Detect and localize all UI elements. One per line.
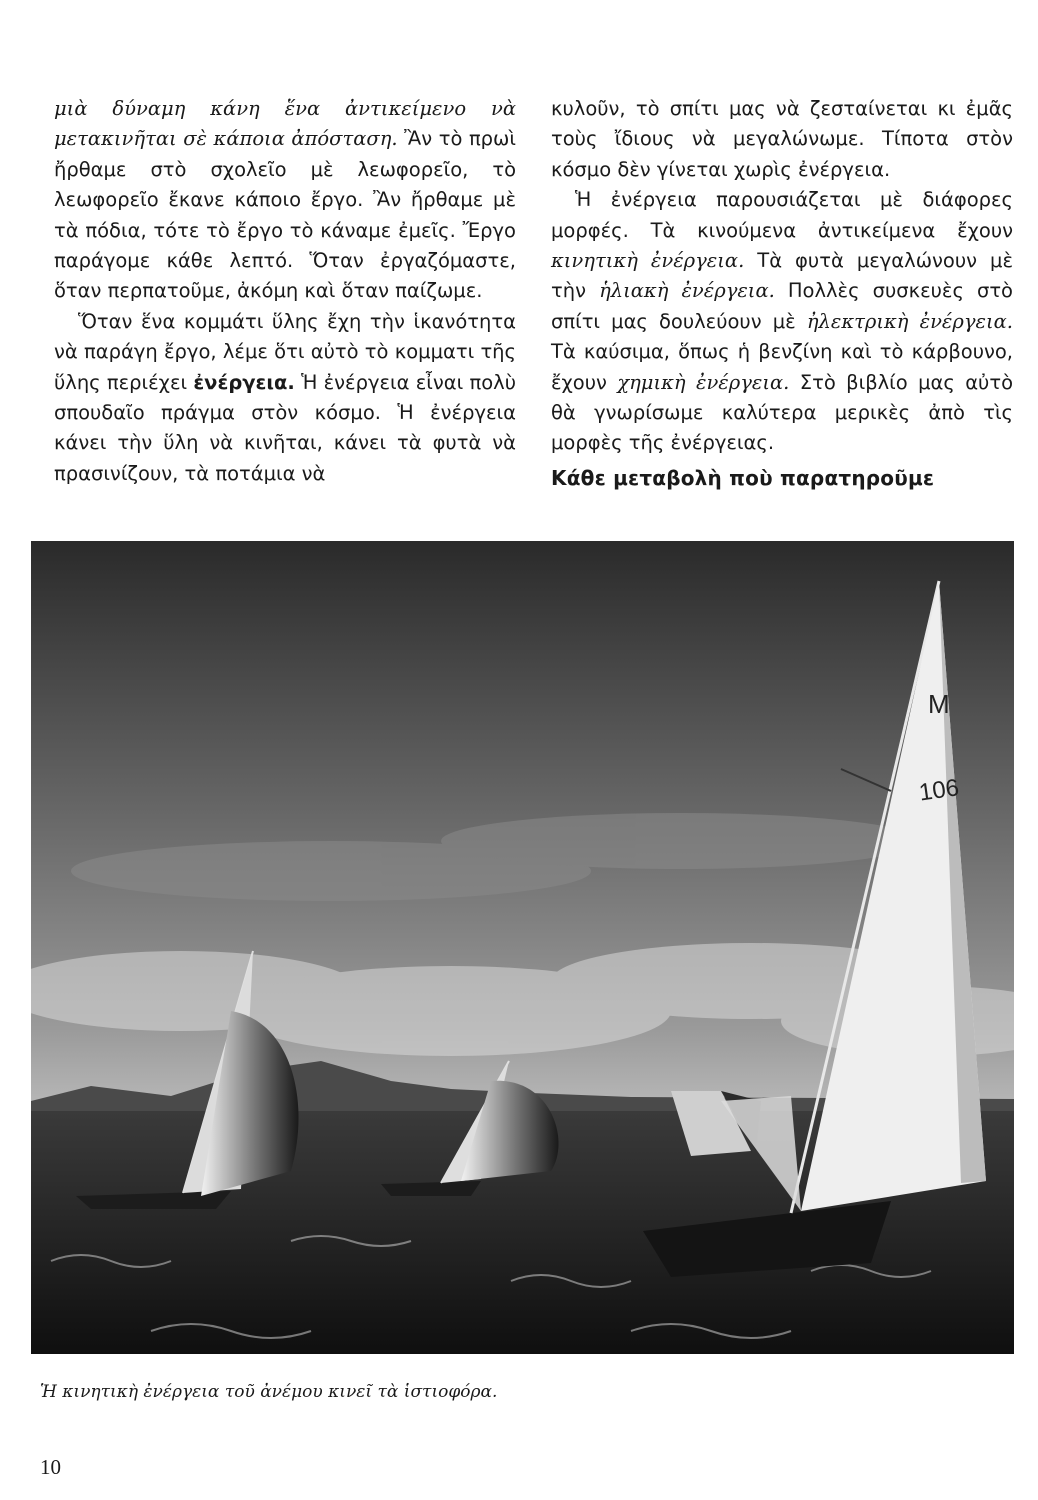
section-heading: Κάθε μεταβολὴ ποὺ παρατηροῦμε [551, 465, 935, 490]
paragraph-text: Στὸ βιβλίο μας αὐτὸ θὰ γνωρίσωμε καλύτερα μερικὲς ἀπὸ τὶς μορφὲς τῆς ἐνέργειας. [551, 370, 1014, 455]
bold-term-energy: ἐνέργεια. [193, 370, 295, 394]
term-solar: ἡλιακὴ ἐνέργεια. [599, 279, 775, 303]
left-column [54, 94, 516, 489]
sailboats-photo [31, 541, 1014, 1354]
right-column [551, 94, 1013, 493]
term-kinetic: κινητικὴ ἐνέργεια. [551, 249, 745, 273]
term-electric: ἠλεκτρικὴ ἐνέργεια. [806, 309, 1013, 333]
term-chemical: χημικὴ ἐνέργεια. [617, 370, 790, 394]
right-paragraph-1: κυλοῦν, τὸ σπίτι μας νὰ ζεσταίνεται κι ἐμᾶς τοὺς ἴδιους νὰ μεγαλώνωμε. Τίποτα στὸν κόσμο δὲν γίνεται χωρὶς ἐνέργεια. [551, 97, 1013, 181]
left-paragraph-2 [54, 307, 516, 489]
left-paragraph-1 [54, 94, 516, 307]
paragraph-text: Πολλὲς συσκευὲς στὸ σπίτι μας δουλεύουν μὲ [551, 279, 1013, 333]
photo-caption: Ἡ κινητικὴ ἐνέργεια τοῦ ἀνέμου κινεῖ τὰ ἱστιοφόρα. [40, 1382, 498, 1402]
paragraph-text: Ὅταν ἕνα κομμάτι ὕλης ἔχη τὴν ἱκανότητα νὰ παράγη ἔργο, λέμε ὅτι αὐτὸ τὸ κομματι τῆς ὕλης περιέχει [54, 309, 516, 394]
sail-number: 106 [917, 774, 961, 807]
paragraph-text: Ἡ ἐνέργεια παρουσιάζεται μὲ διάφορες μορφές. Τὰ κινούμενα ἀντικείμενα ἔχουν [551, 188, 1013, 242]
sail-letter: M [928, 689, 950, 719]
right-paragraph-2 [551, 185, 1013, 459]
italic-definition: μιὰ δύναμη κάνη ἕνα ἀντικείμενο νὰ μετακινῆται σὲ κάποια ἀπόσταση. [54, 97, 516, 151]
paragraph-text: Ἂν τὸ πρωὶ ἤρθαμε στὸ σχολεῖο μὲ λεωφορεῖο, τὸ λεωφορεῖο ἔκανε κάποιο ἔργο. Ἂν ἤρθαμε μὲ τὰ πόδια, τότε τὸ ἔργο τὸ κάναμε ἐμεῖς. Ἔργο παράγομε κάθε λεπτό. Ὅταν ἐργαζόμαστε, ὅταν περπατοῦμε, ἀκόμη καὶ ὅταν παίζωμε. [54, 127, 516, 303]
paragraph-text: Τὰ φυτὰ μεγαλώνουν μὲ τὴν [551, 249, 1013, 303]
paragraph-text: Ἡ ἐνέργεια εἶναι πολὺ σπουδαῖο πράγμα στὸν κόσμο. Ἡ ἐνέργεια κάνει τὴν ὕλη νὰ κινῆται, κάνει τὰ φυτὰ νὰ πρασινίζουν, τὰ ποτάμια νὰ [54, 370, 516, 485]
paragraph-text: Τὰ καύσιμα, ὅπως ἡ βενζίνη καὶ τὸ κάρβουνο, ἔχουν [551, 340, 1013, 394]
page-number: 10 [40, 1455, 61, 1479]
